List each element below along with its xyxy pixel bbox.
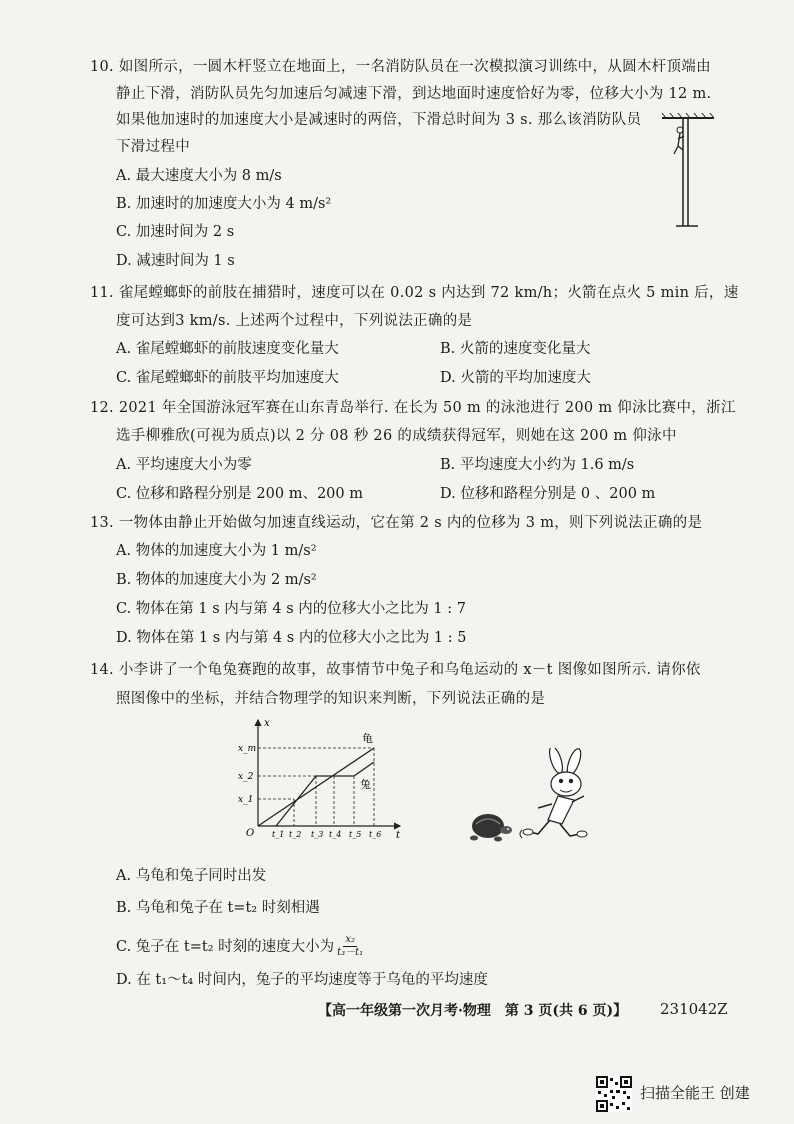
q13-line-1: 13. 一物体由静止开始做匀加速直线运动，它在第 2 s 内的位移为 3 m，则下列说法正确的是: [90, 515, 703, 531]
q14-line-2: 照图像中的坐标，并结合物理学的知识来判断，下列说法正确的是: [116, 691, 546, 707]
q13-option-a: A. 物体的加速度大小为 1 m/s²: [116, 543, 317, 559]
page-footer: 【高一年级第一次月考·物理 第 3 页(共 6 页)】: [318, 1003, 628, 1019]
q14-option-b: B. 乌龟和兔子在 t=t₂ 时刻相遇: [116, 900, 320, 916]
q13-option-b: B. 物体的加速度大小为 2 m/s²: [116, 572, 317, 588]
q13-option-c: C. 物体在第 1 s 内与第 4 s 内的位移大小之比为 1 : 7: [116, 601, 466, 617]
tortoise-label: 龟: [362, 732, 373, 745]
q11-option-c: C. 雀尾螳螂虾的前肢平均加速度大: [116, 370, 339, 386]
q11-option-b: B. 火箭的速度变化量大: [440, 341, 591, 357]
q10-line-3: 如果他加速时的加速度大小是减速时的两倍，下滑总时间为 3 s. 那么该消防队员: [116, 112, 642, 128]
q14-option-d: D. 在 t₁～t₄ 时间内，兔子的平均速度等于乌龟的平均速度: [116, 972, 488, 988]
q12-line-2: 选手柳雅欣(可视为质点)以 2 分 08 秒 26 的成绩获得冠军，则她在这 200 m 仰泳中: [116, 428, 677, 444]
q10-option-d: D. 减速时间为 1 s: [116, 253, 235, 269]
origin-label: O: [246, 828, 255, 839]
q10-line-1: 10. 如图所示，一圆木杆竖立在地面上，一名消防队员在一次模拟演习训练中，从圆木杆顶端由: [90, 59, 711, 75]
qr-code-icon: [596, 1076, 632, 1112]
fraction: [337, 934, 363, 959]
rabbit-label: 兔: [360, 778, 371, 791]
tortoise-illustration: [462, 808, 518, 844]
x-tick-t4: t_4: [329, 830, 342, 839]
q11-option-d: D. 火箭的平均加速度大: [440, 370, 591, 386]
q10-option-c: C. 加速时间为 2 s: [116, 224, 235, 240]
exam-code: 231042Z: [660, 1000, 728, 1018]
x-tick-t5: t_5: [349, 830, 362, 839]
q14-option-c-prefix: C. 兔子在 t=t₂ 时刻的速度大小为: [116, 938, 335, 955]
q11-line-1: 11. 雀尾螳螂虾的前肢在捕猎时，速度可以在 0.02 s 内达到 72 km/h；火箭在点火 5 min 后，速: [90, 285, 739, 301]
x-t-graph: [236, 716, 406, 840]
q13-option-d: D. 物体在第 1 s 内与第 4 s 内的位移大小之比为 1 : 5: [116, 630, 467, 646]
x-axis-label: t: [396, 830, 401, 840]
firefighter-pole-figure: [658, 112, 718, 232]
q14-option-a: A. 乌龟和兔子同时出发: [116, 868, 267, 884]
q12-line-1: 12. 2021 年全国游泳冠军赛在山东青岛举行. 在长为 50 m 的泳池进行 200 m 仰泳比赛中，浙江: [90, 400, 736, 416]
fraction-numerator: x₂: [345, 934, 355, 945]
y-tick-xm: x_m: [238, 744, 257, 754]
fraction-denominator: t₃－t₁: [337, 947, 364, 958]
q10-line-2: 静止下滑，消防队员先匀加速后匀减速下滑，到达地面时速度恰好为零，位移大小为 12 m.: [116, 86, 712, 102]
q12-option-c: C. 位移和路程分别是 200 m、200 m: [116, 486, 363, 502]
x-tick-t1: t_1: [272, 830, 285, 839]
x-tick-t2: t_2: [289, 830, 302, 839]
rabbit-illustration: [518, 748, 598, 844]
scanner-brand-text: 扫描全能王 创建: [640, 1084, 750, 1102]
q12-option-b: B. 平均速度大小约为 1.6 m/s: [440, 457, 635, 473]
q10-line-4: 下滑过程中: [116, 139, 190, 155]
y-tick-x2: x_2: [238, 772, 254, 782]
x-tick-t3: t_3: [311, 830, 324, 839]
q14-line-1: 14. 小李讲了一个龟兔赛跑的故事，故事情节中兔子和乌龟运动的 x－t 图像如图所示. 请你依: [90, 662, 701, 678]
q10-option-a: A. 最大速度大小为 8 m/s: [116, 168, 282, 184]
q11-option-a: A. 雀尾螳螂虾的前肢速度变化量大: [116, 341, 339, 357]
q12-option-d: D. 位移和路程分别是 0 、200 m: [440, 486, 656, 502]
x-tick-t6: t_6: [369, 830, 382, 839]
y-tick-x1: x_1: [238, 795, 254, 805]
q10-option-b: B. 加速时的加速度大小为 4 m/s²: [116, 196, 332, 212]
q12-option-a: A. 平均速度大小为零: [116, 457, 252, 473]
y-axis-label: x: [264, 718, 270, 729]
q11-line-2: 度可达到3 km/s. 上述两个过程中，下列说法正确的是: [116, 313, 473, 329]
q14-option-c: [116, 934, 363, 959]
